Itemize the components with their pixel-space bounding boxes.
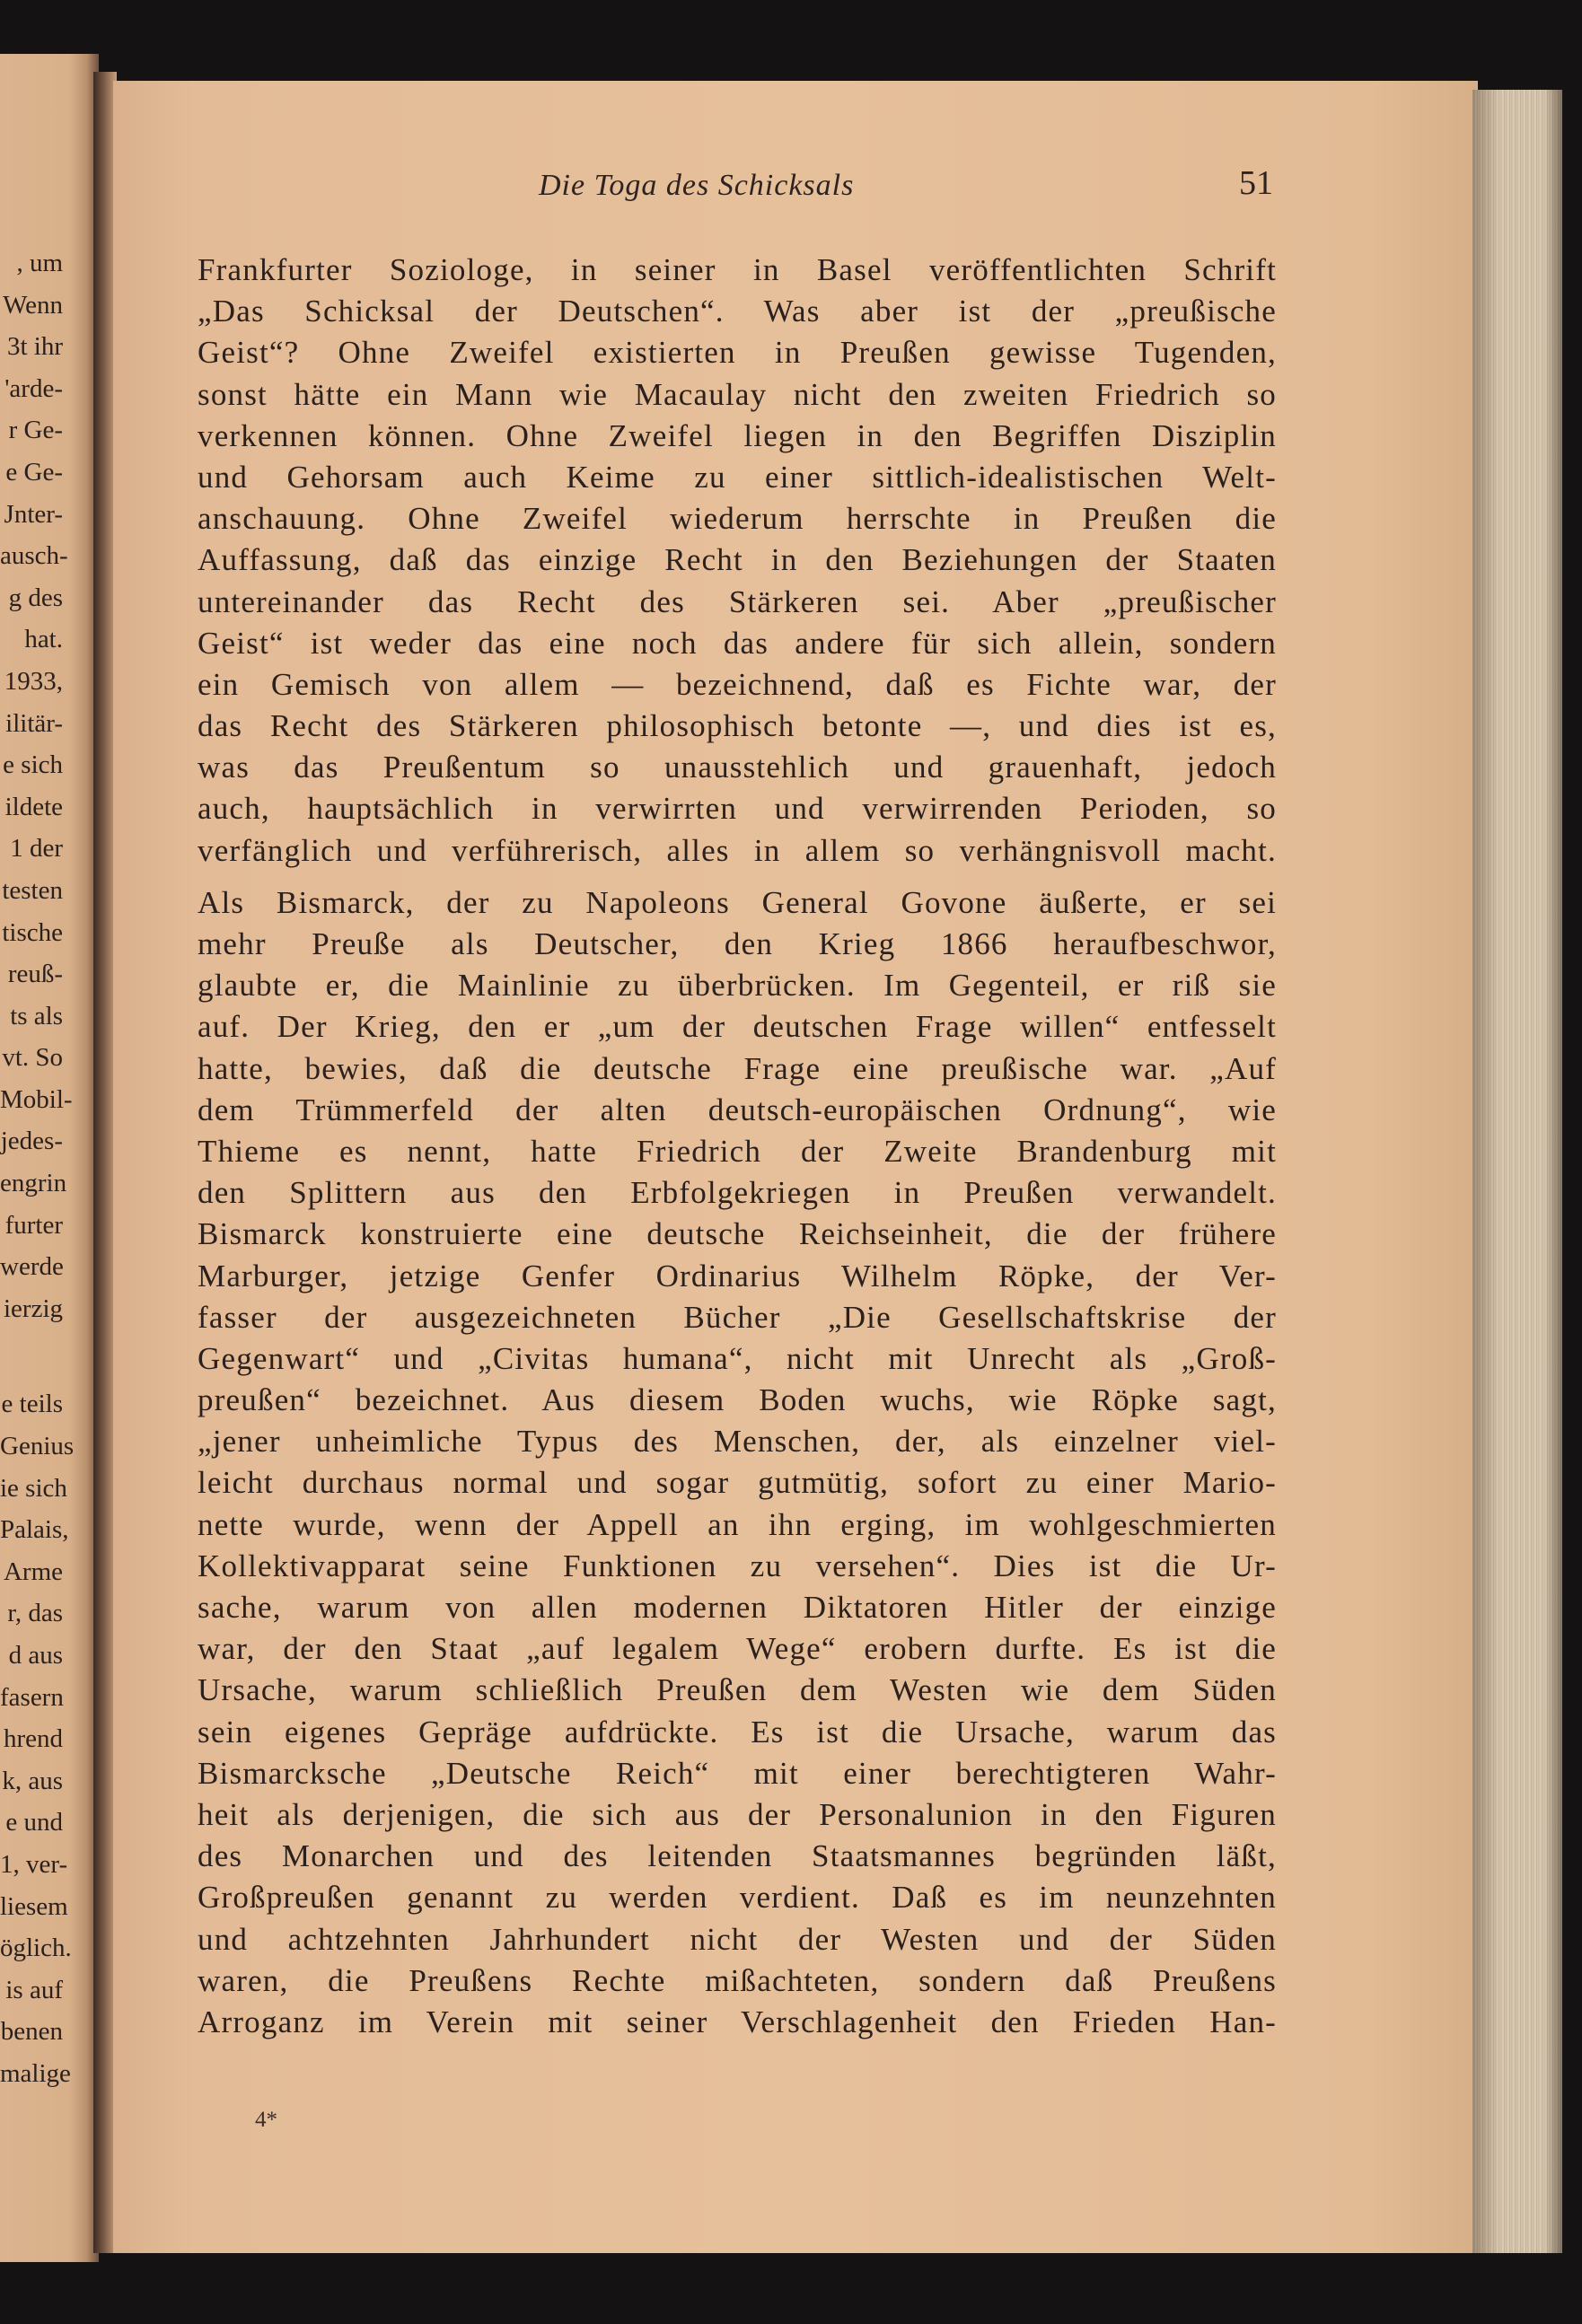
text-line: hatte, bewies, daß die deutsche Frage eine preußische war. „Auf <box>198 1050 1277 1086</box>
text-line: verkennen können. Ohne Zweifel liegen in den Begriffen Disziplin <box>198 417 1277 453</box>
text-line: Marburger, jetzige Genfer Ordinarius Wilhelm Röpke, der Ver- <box>198 1258 1277 1294</box>
text-line: Frankfurter Soziologe, in seiner in Basel veröffentlichten Schrift <box>198 252 1277 287</box>
text-line: Ursache, warum schließlich Preußen dem Westen wie dem Süden <box>198 1672 1277 1708</box>
running-head: Die Toga des Schicksals <box>539 169 855 202</box>
text-line: war, der den Staat „auf legalem Wege“ erobern durfte. Es ist die <box>198 1631 1277 1667</box>
paragraph-gap <box>198 872 1277 882</box>
left-fragment-line: Wenn <box>3 290 63 320</box>
text-line: waren, die Preußens Rechte mißachteten, sondern daß Preußens <box>198 1962 1277 1998</box>
text-line: Geist“ ist weder das eine noch das andere für sich allein, sondern <box>198 625 1277 661</box>
text-line: was das Preußentum so unausstehlich und grauenhaft, jedoch <box>198 750 1277 785</box>
left-fragment-line: e sich <box>3 750 63 780</box>
left-fragment-line: jedes- <box>0 1127 63 1156</box>
text-line: leicht durchaus normal und sogar gutmütig, sofort zu einer Mario- <box>198 1465 1277 1501</box>
text-line: preußen“ bezeichnet. Aus diesem Boden wuchs, wie Röpke sagt, <box>198 1382 1277 1418</box>
left-fragment-line: Mobil- <box>0 1084 73 1114</box>
text-line: des Monarchen und des leitenden Staatsmannes begründen läßt, <box>198 1838 1277 1874</box>
left-page-text-fragments <box>0 242 90 2095</box>
page-number: 51 <box>1239 164 1273 202</box>
text-line: ein Gemisch von allem — bezeichnend, daß es Fichte war, der <box>198 666 1277 702</box>
text-line: anschauung. Ohne Zweifel wiederum herrschte in Preußen die <box>198 501 1277 537</box>
text-line: und Gehorsam auch Keime zu einer sittlich-idealistischen Welt- <box>198 459 1277 495</box>
left-fragment-line: k, aus <box>2 1766 63 1795</box>
left-fragment-line: r, das <box>7 1599 63 1628</box>
left-fragment-line: is auf <box>5 1975 63 2004</box>
left-fragment-line: werde <box>0 1252 64 1282</box>
text-line: untereinander das Recht des Stärkeren sei. Aber „preußischer <box>198 583 1277 619</box>
text-line: Großpreußen genannt zu werden verdient. Daß es im neunzehnten <box>198 1880 1277 1916</box>
text-line: „jener unheimliche Typus des Menschen, der, als einzelner viel- <box>198 1424 1277 1460</box>
fragment-gap <box>0 1329 90 1383</box>
left-fragment-line: benen <box>0 2017 63 2047</box>
left-fragment-line: 1, ver- <box>0 1849 68 1879</box>
text-line: den Splittern aus den Erbfolgekriegen in Preußen verwandelt. <box>198 1175 1277 1211</box>
text-line: heit als derjenigen, die sich aus der Personalunion in den Figuren <box>198 1796 1277 1832</box>
text-line: verfänglich und verführerisch, alles in allem so verhängnisvoll macht. <box>198 832 1277 868</box>
left-fragment-line: hat. <box>24 625 63 654</box>
left-fragment-line: furter <box>4 1210 63 1240</box>
text-line: Als Bismarck, der zu Napoleons General Govone äußerte, er sei <box>198 884 1277 920</box>
left-fragment-line: öglich. <box>0 1934 72 1963</box>
text-line: auch, hauptsächlich in verwirrten und verwirrenden Perioden, so <box>198 791 1277 827</box>
text-line: Kollektivapparat seine Funktionen zu versehen“. Dies ist die Ur- <box>198 1548 1277 1583</box>
text-line: Bismarcksche „Deutsche Reich“ mit einer berechtigteren Wahr- <box>198 1755 1277 1791</box>
text-line: „Das Schicksal der Deutschen“. Was aber ist der „preußische <box>198 294 1277 329</box>
left-fragment-line: g des <box>8 583 63 612</box>
left-fragment-line: , um <box>16 249 63 277</box>
left-fragment-line: ierzig <box>3 1294 63 1323</box>
left-fragment-line: liesem <box>0 1891 68 1921</box>
signature-mark: 4* <box>255 2108 277 2132</box>
left-fragment-line: malige <box>0 2058 71 2088</box>
left-fragment-line: e und <box>5 1808 63 1837</box>
text-line: Gegenwart“ und „Civitas humana“, nicht mit Unrecht als „Groß- <box>198 1340 1277 1376</box>
text-line: Bismarck konstruierte eine deutsche Reichseinheit, die der frühere <box>198 1216 1277 1252</box>
left-fragment-line: ts als <box>10 1001 63 1030</box>
left-fragment-line: reuß- <box>7 960 63 989</box>
left-fragment-line: engrin <box>0 1169 67 1198</box>
left-fragment-line: r Ge- <box>8 416 63 445</box>
left-fragment-line: 3t ihr <box>6 332 63 362</box>
left-fragment-line: e teils <box>1 1390 63 1419</box>
text-line: sonst hätte ein Mann wie Macaulay nicht den zweiten Friedrich so <box>198 376 1277 412</box>
text-line: Arroganz im Verein mit seiner Verschlagenheit den Frieden Han- <box>198 2004 1277 2039</box>
left-fragment-line: ilitär- <box>5 708 63 738</box>
left-fragment-line: hrend <box>3 1724 63 1754</box>
text-line: nette wurde, wenn der Appell an ihn erging, im wohlgeschmierten <box>198 1506 1277 1542</box>
text-line: dem Trümmerfeld der alten deutsch-europäischen Ordnung“, wie <box>198 1092 1277 1127</box>
text-line: Geist“? Ohne Zweifel existierten in Preußen gewisse Tugenden, <box>198 335 1277 371</box>
paragraph-1 <box>198 250 1277 872</box>
left-fragment-line: ie sich <box>0 1473 67 1503</box>
left-fragment-line: Jnter- <box>4 499 63 529</box>
left-fragment-line: testen <box>2 875 63 905</box>
left-fragment-line: d aus <box>8 1641 63 1670</box>
page-edges-shadow <box>1472 90 1562 2253</box>
text-line: Thieme es nennt, hatte Friedrich der Zweite Brandenburg mit <box>198 1133 1277 1169</box>
text-line: und achtzehnten Jahrhundert nicht der Westen und der Süden <box>198 1921 1277 1957</box>
text-line: glaubte er, die Mainlinie zu überbrücken. Im Gegenteil, er riß sie <box>198 968 1277 1004</box>
left-fragment-line: 'arde- <box>4 373 63 403</box>
text-line: auf. Der Krieg, den er „um der deutschen Frage willen“ entfesselt <box>198 1009 1277 1045</box>
paragraph-2 <box>198 882 1277 2043</box>
left-fragment-line: Arme <box>3 1557 63 1586</box>
left-fragment-line: tische <box>2 917 63 947</box>
text-line: Auffassung, daß das einzige Recht in den Beziehungen der Staaten <box>198 542 1277 578</box>
left-fragment-line: 1 der <box>10 834 63 864</box>
text-line: das Recht des Stärkeren philosophisch betonte —, und dies ist es, <box>198 708 1277 744</box>
left-fragment-line: Genius <box>0 1432 75 1461</box>
left-fragment-line: ildete <box>4 792 63 821</box>
text-line: sache, warum von allen modernen Diktatoren Hitler der einzige <box>198 1590 1277 1625</box>
left-fragment-line: Palais, <box>0 1515 69 1545</box>
left-fragment-line: e Ge- <box>5 457 63 487</box>
left-fragment-line: vt. So <box>2 1043 63 1073</box>
left-fragment-line: 1933, <box>4 666 63 696</box>
left-fragment-line: fasern <box>0 1682 64 1712</box>
body-text <box>198 250 1277 2043</box>
text-line: fasser der ausgezeichneten Bücher „Die Gesellschaftskrise der <box>198 1299 1277 1335</box>
text-line: sein eigenes Gepräge aufdrückte. Es ist die Ursache, warum das <box>198 1714 1277 1750</box>
text-line: mehr Preuße als Deutscher, den Krieg 1866 heraufbeschwor, <box>198 926 1277 961</box>
left-fragment-line: ausch- <box>0 541 68 571</box>
